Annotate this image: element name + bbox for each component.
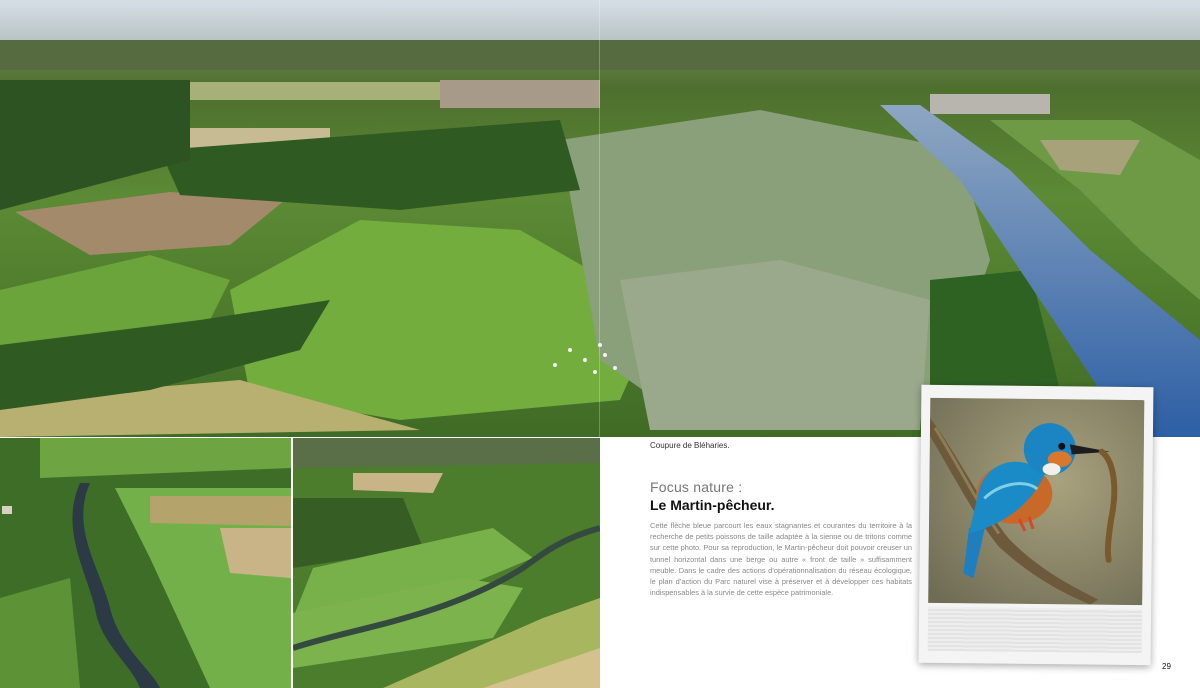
- wooded-river-illustration: [293, 438, 600, 688]
- photo-caption: Coupure de Bléharies.: [650, 441, 730, 450]
- polaroid-strip: [928, 607, 1142, 653]
- page-number: 29: [1162, 662, 1171, 671]
- kingfisher-illustration: [928, 398, 1144, 605]
- focus-title: Le Martin-pêcheur.: [650, 497, 775, 513]
- article-body: Cette flèche bleue parcourt les eaux stagnantes et courantes du territoire à la recherche de petits poissons de taille adaptée à la sienne ou de tritons comme sur cette photo. Pour sa reproduction, le Martin-pêcheur doit pouvoir creuser un tunnel horizontal dans une berge ou autre « front de taille » suffisamment meuble. Dans le cadre des actions d’opérationnalisation du réseau écologique, le plan d’action du Parc naturel vise à préserver et à développer ces habitats indispensables à la survie de cette espèce patrimoniale.: [650, 521, 912, 598]
- aerial-photo-wooded-river: [293, 438, 600, 688]
- page-gutter: [599, 0, 600, 437]
- aerial-photo-river-meadows: [0, 438, 291, 688]
- kingfisher-photo: [928, 398, 1144, 605]
- focus-kicker: Focus nature :: [650, 479, 743, 495]
- river-meadows-illustration: [0, 438, 291, 688]
- polaroid-frame: [919, 385, 1154, 665]
